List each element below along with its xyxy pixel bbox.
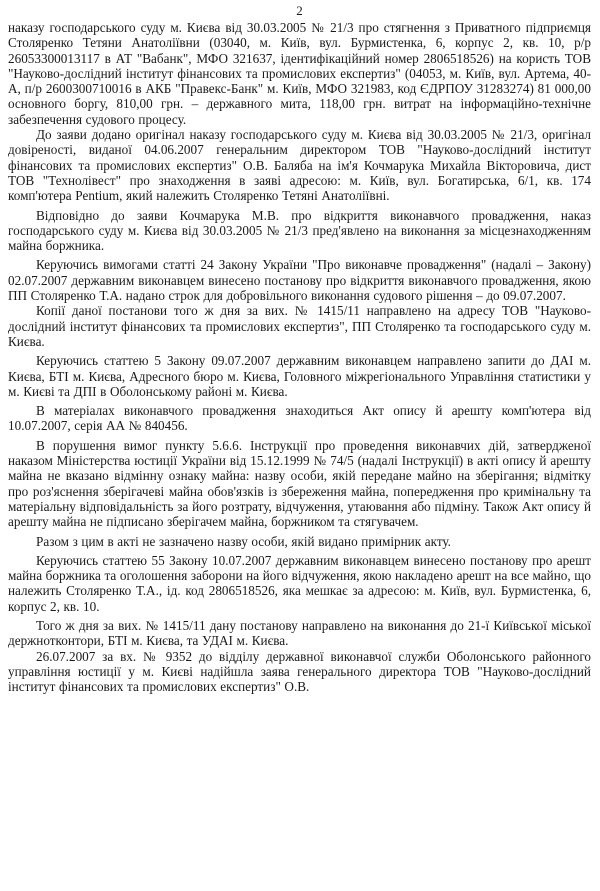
paragraph-arrest-resolution: Керуючись статтею 55 Закону 10.07.2007 державним виконавцем винесено постанову про арешт майна боржника та оголошення заборони на його відчуження, якою накладено арешт на все майно, що належить Столяренко Т.А., ід. код 2806518526, яка мешкає за адресою: м. Київ, вул. Бурмистенка, 6, корпус 2, кв. 10. [8, 552, 591, 614]
paragraph-enforcement-request: Відповідно до заяви Кочмарука М.В. про відкриття виконавчого провадження, наказ господарського суду м. Києва від 30.03.2005 № 21/3 пред'явлено на виконання за місцезнаходженням майна боржника. [8, 207, 591, 254]
paragraph-attachments: До заяви додано оригінал наказу господарського суду м. Києва від 30.03.2005 № 21/3, оригінал довіреності, виданої 04.06.2007 генеральним директором ТОВ "Науково-дослідний інститут фінансових та промислових експертиз" О.В. Баляба на ім'я Кочмарука Михайла Вікторовича, дист ТОВ "Технолівест" про знаходження в заяві адресою: м. Київ, вул. Богатирська, 6/1, кв. 174 комп'ютера Pentium, який належить Столяренко Тетяні Анатоліївні. [8, 127, 591, 204]
paragraph-copy-recipient: Разом з цим в акті не зазначено назву особи, якій видано примірник акту. [36, 533, 451, 549]
paragraph-inquiries: Керуючись статтею 5 Закону 09.07.2007 державним виконавцем направлено запити до ДАІ м. Києва, БТІ м. Києва, Адресного бюро м. Києва, Головного міжрегіонального Управління статистики у м. Києві та ДПІ в Оболонському районі м. Києва. [8, 353, 591, 399]
paragraph-order-claim: наказу господарського суду м. Києва від 30.03.2005 № 21/3 про стягнення з Приватного підприємця Столяренко Тетяни Анатоліївни (03040, м. Київ, вул. Бурмистенка, 6, корпус 2, кв. 10, р/р 26053300013117 в АТ "Вабанк", МФО 321637, ідентифікаційний номер 2806518526) на користь ТОВ "Науково-дослідний інститут фінансових та промислових експертиз" (04053, м. Київ, вул. Артема, 40-А, п/р 2600300710016 в АКБ "Правекс-Банк" м. Київ, МФО 321983, код ЄДРПОУ 31283274) 81 000,00 основного боргу, 810,00 грн. – державного мита, 118,00 грн. витрат на інформаційно-технічне забезпечення судового процесу. [8, 20, 591, 127]
paragraph-resolution-forwarded: Того ж дня за вих. № 1415/11 дану постанову направлено на виконання до 21-ї Київської міської держнотконтори, БТІ м. Києва, та УДАІ м. Києва. [8, 617, 591, 649]
paragraph-copies-sent: Копії даної постанови того ж дня за вих. № 1415/11 направлено на адресу ТОВ "Науково-дослідний інститут фінансових та промислових експертиз", ПП Столяренко та господарського суду м. Києва. [8, 303, 591, 349]
paragraph-director-application: 26.07.2007 за вх. № 9352 до відділу державної виконавчої служби Оболонського районного управління юстиції у м. Києві надійшла заява генерального директора ТОВ "Науково-дослідний інститут фінансових та промислових експертиз" О.В. [8, 648, 591, 695]
paragraph-opening-resolution: Керуючись вимогами статті 24 Закону України "Про виконавче провадження" (надалі – Закону) 02.07.2007 державним виконавцем винесено постанову про відкриття виконавчого провадження, якою ПП Столяренко Т.А. надано строк для добровільного виконання судового рішення – до 09.07.2007. [8, 257, 591, 304]
page-number: 2 [296, 3, 303, 18]
paragraph-seizure-act: В матеріалах виконавчого провадження знаходиться Акт опису й арешту комп'ютера від 10.07.2007, серія АА № 840456. [8, 403, 591, 434]
paragraph-instruction-violation: В порушення вимог пункту 5.6.6. Інструкції про проведення виконавчих дій, затвердженої наказом Міністерства юстиції України від 15.12.1999 № 74/5 (надалі Інструкції) в акті опису й арешту майна не вказано відмінну ознаку майна: назву особи, якій передане майно на зберігання; відмітку про роз'яснення зберігачеві майна обов'язків із збереження майна, попередження про кримінальну та матеріальну відповідальність за його розтрату, відчуження, утаювання або підміну. Також Акт опису й арешту майна не підписано зберігачем майна, боржником та стягувачем. [8, 437, 591, 530]
